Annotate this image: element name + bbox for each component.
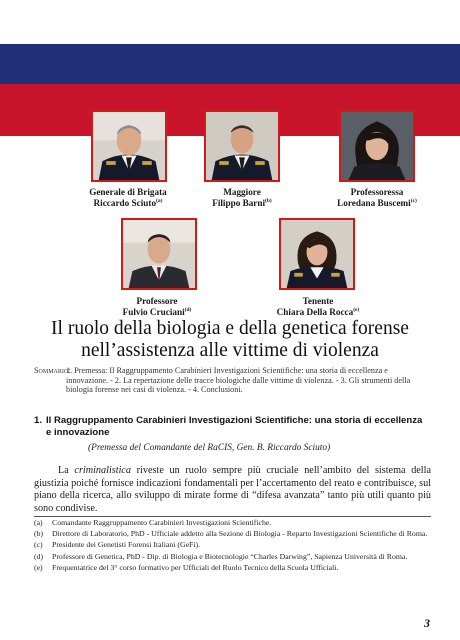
article-title	[30, 318, 430, 362]
footnote-mark: (a)	[34, 518, 43, 527]
footnote-item	[34, 564, 431, 573]
header-band-white	[0, 0, 460, 44]
footnote-item	[34, 519, 431, 528]
section-title: Il Raggruppamento Carabinieri Investigazioni Scientifiche: una storia di eccellenza e innovazione	[46, 415, 423, 438]
article-title-line-2: nell’assistenza alle vittime di violenza	[81, 340, 379, 361]
footnote-text: Presidente dei Genetisti Forensi Italiani (GeFi).	[52, 540, 201, 550]
caption-rank: Professore	[136, 296, 178, 306]
footnote-item	[34, 541, 431, 550]
footnote-item	[34, 553, 431, 562]
section-number: 1.	[34, 415, 43, 426]
article-title-line-1: Il ruolo della biologia e della genetica forense	[51, 318, 409, 339]
summary-text: 1. Premessa: Il Raggruppamento Carabinieri Investigazioni Scientifiche: una storia di eccellenza e innovazione. - 2. La repertazione delle tracce biologiche dalle vittime di violenza. - 3. Gli strumenti della biologia forense nei casi di violenza. - 4. Conclusioni.	[66, 366, 411, 394]
caption-rank: Generale di Brigata	[89, 187, 167, 197]
caption-rank: Tenente	[302, 296, 334, 306]
footnote-mark: (d)	[34, 551, 44, 561]
footnote-text: Comandante Raggruppamento Carabinieri Investigazioni Scientifiche.	[52, 518, 272, 527]
portrait-photo-cruciani	[121, 218, 197, 290]
footnote-text: Direttore di Laboratorio, PhD - Ufficiale addetto alla Sezione di Biologia - Reparto Investigazioni Scientifiche di Roma.	[52, 529, 428, 539]
caption-name: Riccardo Sciuto	[93, 197, 157, 208]
summary-block	[34, 366, 426, 395]
footnote-text: Professore di Genetica, PhD - Dip. di Biologia e Biotecnologie “Charles Darwing”, Sapienza Università di Roma.	[52, 551, 408, 561]
portrait-photo-buscemi	[339, 110, 415, 182]
header-band-blue	[0, 44, 460, 84]
body-text-rest: riveste un ruolo sempre più cruciale nell’ambito del sistema della giustizia poiché fornisce indicazioni fondamentali per l’accertamento del reato e contribuisce, sul piano della ricerca, allo sviluppo di mirate forme di “difesa avanzata” tanto più utili quanto più sono condivise.	[34, 465, 431, 514]
body-text-start: La	[58, 465, 75, 476]
footnotes	[34, 519, 431, 575]
body-paragraph	[34, 465, 431, 515]
caption-name: Loredana Buscemi	[337, 197, 411, 208]
body-emphasis: criminalistica	[74, 465, 132, 476]
caption-cruciani	[92, 296, 222, 317]
caption-name: Filippo Barni	[212, 197, 266, 208]
caption-della-rocca	[252, 296, 384, 317]
portrait-photo-della-rocca	[279, 218, 355, 290]
caption-barni	[172, 187, 312, 208]
footnote-mark: (a)	[156, 197, 163, 204]
footnote-mark: (c)	[410, 197, 417, 204]
caption-buscemi	[302, 187, 452, 208]
caption-rank: Maggiore	[223, 187, 261, 197]
footnote-mark: (b)	[34, 529, 44, 539]
caption-name: Fulvio Cruciani	[122, 306, 185, 317]
portrait-photo-sciuto	[91, 110, 167, 182]
section-premise: (Premessa del Comandante del RaCIS, Gen. B. Riccardo Sciuto)	[88, 443, 331, 453]
footnote-item	[34, 530, 431, 539]
caption-rank: Professoressa	[350, 187, 404, 197]
footnote-mark: (b)	[265, 197, 272, 204]
footnote-mark: (e)	[353, 306, 360, 313]
summary-label: Sommario:	[34, 366, 71, 375]
portrait-photo-barni	[204, 110, 280, 182]
footnote-mark: (d)	[184, 306, 192, 313]
footnote-mark: (e)	[34, 562, 43, 572]
footnote-text: Frequentatrice del 3° corso formativo per Ufficiali del Ruolo Tecnico della Scuola Ufficiali.	[52, 562, 339, 572]
footnote-divider	[34, 516, 431, 517]
footnote-mark: (c)	[34, 540, 43, 550]
caption-name: Chiara Della Rocca	[276, 306, 354, 317]
page-number: 3	[424, 616, 430, 630]
